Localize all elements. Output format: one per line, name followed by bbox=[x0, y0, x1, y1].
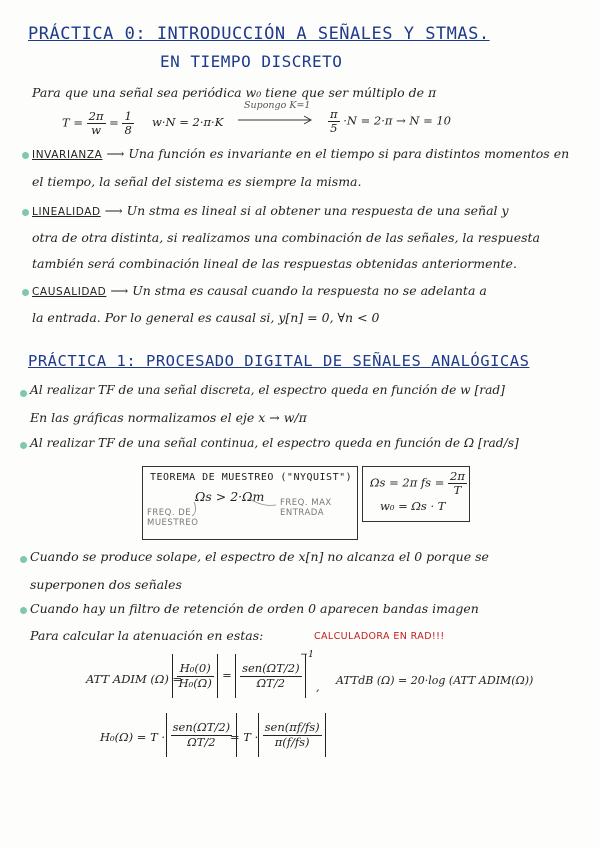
w0-relation: w₀ = Ωs · T bbox=[380, 499, 446, 513]
att-adim-lhs: ATT ADIM (Ω) = bbox=[86, 672, 183, 686]
wn-equation: w·N = 2·π·K bbox=[152, 115, 224, 129]
comma: , bbox=[316, 680, 320, 694]
h0-freq-formula: $\frac{\text{sen(πf/fs)}}{\pi(f/fs)}$ bbox=[258, 713, 326, 757]
bullet-icon bbox=[20, 390, 27, 397]
invarianza-label: INVARIANZA bbox=[32, 149, 103, 161]
h0-formula: $\frac{\text{sen(ΩT/2)}}{\Omega T/2}$ bbox=[166, 713, 237, 757]
practica0-title: PRÁCTICA 0: INTRODUCCIÓN A SEÑALES Y STMAS. bbox=[28, 24, 490, 44]
linealidad-label: LINEALIDAD bbox=[32, 206, 101, 218]
causalidad-label: CAUSALIDAD bbox=[32, 286, 107, 298]
n-result-equation: $\frac{\pi}{5}$ ·N = 2·π → N = 10 bbox=[330, 107, 452, 136]
h0-lhs: H₀(Ω) = T · bbox=[100, 730, 166, 744]
freq-max-label: FREQ. MAX ENTRADA bbox=[280, 498, 332, 518]
bullet-icon bbox=[22, 152, 29, 159]
arrow-icon: ⟶ bbox=[106, 146, 125, 161]
tf-discreta-line2: En las gráficas normalizamos el eje x → w/π bbox=[30, 410, 307, 425]
pointer-max-icon bbox=[248, 497, 278, 511]
bullet-icon bbox=[20, 607, 27, 614]
periodicity-text: Para que una señal sea periódica w₀ tiene que ser múltiplo de π bbox=[32, 85, 437, 100]
omega-s-relation: Ωs = 2π fs = $\frac{2\pi}{T}$ bbox=[370, 469, 465, 498]
causalidad-line2: la entrada. Por lo general es causal si, y[n] = 0, ∀n < 0 bbox=[32, 310, 380, 325]
invarianza-line2: el tiempo, la señal del sistema es siempre la misma. bbox=[32, 174, 362, 189]
bullet-icon bbox=[22, 289, 29, 296]
freq-muestreo-label: FREQ. DE MUESTREO bbox=[147, 508, 199, 528]
practica0-subtitle: EN TIEMPO DISCRETO bbox=[160, 52, 343, 71]
nyquist-title: TEOREMA DE MUESTREO ("NYQUIST") bbox=[150, 472, 353, 483]
linealidad-line1: LINEALIDAD ⟶ Un stma es lineal si al obtener una respuesta de una señal y bbox=[32, 203, 509, 218]
bullet-icon bbox=[20, 556, 27, 563]
arrow-icon: ⟶ bbox=[104, 203, 123, 218]
retencion-line2: Para calcular la atenuación en estas: bbox=[30, 628, 264, 643]
implication-arrow bbox=[236, 114, 316, 126]
invarianza-line1: INVARIANZA ⟶ Una función es invariante en el tiempo si para distintos momentos en bbox=[32, 146, 570, 161]
exponent: −1 bbox=[300, 649, 315, 660]
tf-discreta-line1: Al realizar TF de una señal discreta, el espectro queda en función de w [rad] bbox=[30, 383, 505, 397]
h0-equals: = T · bbox=[230, 730, 259, 744]
calculator-note: CALCULADORA EN RAD!!! bbox=[314, 631, 445, 642]
linealidad-line3: también será combinación lineal de las respuestas obtenidas anteriormente. bbox=[32, 256, 517, 271]
att-db-formula: ATTdB (Ω) = 20·log (ATT ADIM(Ω)) bbox=[336, 674, 534, 687]
bullet-icon bbox=[22, 209, 29, 216]
solape-line1: Cuando se produce solape, el espectro de x[n] no alcanza el 0 porque se bbox=[30, 549, 489, 564]
arrow-icon: ⟶ bbox=[110, 283, 129, 298]
linealidad-line2: otra de otra distinta, si realizamos una combinación de las señales, la respuesta bbox=[32, 230, 540, 245]
practica1-title: PRÁCTICA 1: PROCESADO DIGITAL DE SEÑALES ANALÓGICAS bbox=[28, 352, 530, 370]
solape-line2: superponen dos señales bbox=[30, 577, 182, 592]
retencion-line1: Cuando hay un filtro de retención de orden 0 aparecen bandas imagen bbox=[30, 601, 479, 616]
nyquist-equation: Ωs > 2·Ωm bbox=[195, 489, 265, 504]
bullet-icon bbox=[20, 442, 27, 449]
causalidad-line1: CAUSALIDAD ⟶ Un stma es causal cuando la respuesta no se adelanta a bbox=[32, 283, 487, 298]
arrow-label: Supongo K=1 bbox=[244, 100, 311, 111]
tf-continua-line1: Al realizar TF de una señal continua, el espectro queda en función de Ω [rad/s] bbox=[30, 436, 519, 450]
pointer-muestreo-icon bbox=[190, 500, 220, 518]
period-equation: T = $\frac{2\pi}{w}$ = $\frac{1}{8}$ bbox=[62, 109, 132, 138]
att-adim-formula: $\frac{\text{H₀(0)}}{\text{H₀(Ω)}}$ = $\frac{\text{sen(ΩT/2)}}{\Omega T/2}$ bbox=[172, 654, 306, 698]
